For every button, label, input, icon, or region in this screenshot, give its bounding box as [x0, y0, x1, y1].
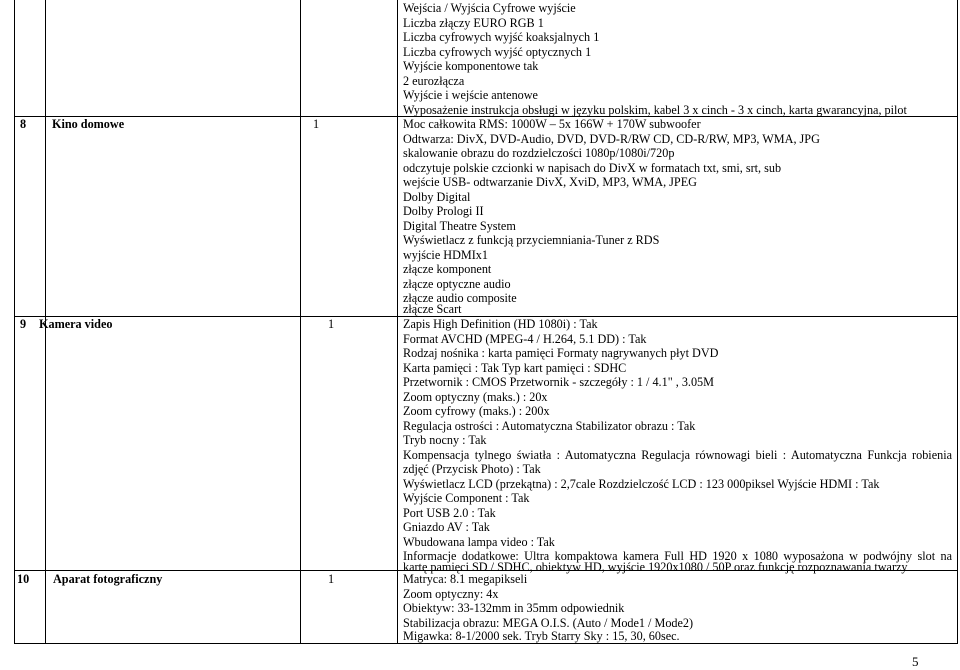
spec-line: Gniazdo AV : Tak	[403, 520, 490, 534]
spec-line: Migawka: 8-1/2000 sek. Tryb Starry Sky : 15, 30, 60sec.	[403, 629, 680, 643]
item-name: Aparat fotograficzny	[53, 572, 163, 586]
spec-line: wejście USB- odtwarzanie DivX, XviD, MP3, WMA, JPEG	[403, 175, 697, 189]
item-quantity: 1	[313, 117, 320, 131]
spec-line: Zoom cyfrowy (maks.) : 200x	[403, 404, 550, 418]
row-number: 8	[20, 117, 27, 131]
spec-line: Matryca: 8.1 megapikseli	[403, 572, 528, 586]
spec-line: Digital Theatre System	[403, 218, 516, 233]
spec-line: skalowanie obrazu do rozdzielczości 1080p/1080i/720p	[403, 146, 675, 160]
spec-line: Odtwarza: DivX, DVD-Audio, DVD, DVD-R/RW CD, CD-R/RW, MP3, WMA, JPG	[403, 131, 820, 146]
spec-line: Karta pamięci : Tak Typ kart pamięci : SDHC	[403, 360, 627, 375]
item-name: Kino domowe	[52, 117, 125, 131]
spec-line: Obiektyw: 33-132mm in 35mm odpowiednik	[403, 601, 625, 615]
item-quantity: 1	[328, 317, 335, 331]
spec-line: Zoom optyczny (maks.) : 20x	[403, 389, 548, 404]
spec-line: złącze komponent	[403, 262, 492, 276]
spec-line: Informacje dodatkowe: Ultra kompaktowa kamera Full HD 1920 x 1080 wyposażona w podwójny slot na	[403, 549, 952, 563]
spec-line: Liczba cyfrowych wyjść optycznych 1	[403, 44, 592, 59]
spec-line: Rodzaj nośnika : karta pamięci Formaty nagrywanych płyt DVD	[403, 346, 719, 360]
item-name: Kamera video	[39, 317, 113, 331]
spec-line: Liczba złączy EURO RGB 1	[403, 15, 544, 30]
spec-line: Zoom optyczny: 4x	[403, 586, 499, 601]
spec-line: Wyświetlacz z funkcją przyciemniania-Tuner z RDS	[403, 233, 660, 247]
spec-line: kartę pamięci SD / SDHC, obiektyw HD, wyjście 1920x1080 / 50P oraz funkcję rozpoznawania twarzy	[403, 560, 908, 574]
spec-line: wyjście HDMIx1	[403, 247, 488, 262]
spec-line: 2 eurozłącza	[403, 73, 465, 88]
spec-line: Liczba cyfrowych wyjść koaksjalnych 1	[403, 30, 600, 44]
spec-line: Port USB 2.0 : Tak	[403, 505, 496, 520]
spec-line: Wejścia / Wyjścia Cyfrowe wyjście	[403, 1, 576, 15]
spec-line: Wyposażenie instrukcja obsługi w języku polskim, kabel 3 x cinch - 3 x cinch, karta gwarancyjna, pilot	[403, 102, 907, 117]
table-border-left	[14, 0, 15, 644]
spec-line: Format AVCHD (MPEG-4 / H.264, 5.1 DD) : Tak	[403, 331, 647, 346]
spec-line: złącze audio composite	[403, 291, 517, 305]
spec-line: złącze optyczne audio	[403, 276, 511, 291]
spec-line: Kompensacja tylnego światła : Automatyczna Regulacja równowagi bieli : Automatyczna Funkcja robienia	[403, 447, 952, 462]
spec-line: Wyjście Component : Tak	[403, 491, 530, 505]
spec-line: Wyjście komponentowe tak	[403, 59, 539, 73]
item-quantity: 1	[328, 572, 335, 586]
spec-line: Zapis High Definition (HD 1080i) : Tak	[403, 317, 598, 331]
spec-line: złącze Scart	[403, 302, 462, 316]
spec-line: Dolby Digital	[403, 189, 471, 204]
spec-line: Stabilizacja obrazu: MEGA O.I.S. (Auto / Mode1 / Mode2)	[403, 615, 694, 630]
page-number: 5	[912, 654, 919, 669]
spec-line: Wbudowana lampa video : Tak	[403, 534, 555, 549]
row-number: 9	[20, 317, 27, 331]
spec-line: Wyjście i wejście antenowe	[403, 88, 538, 102]
table-border-right	[957, 0, 958, 644]
column-divider-name	[300, 0, 301, 644]
row-number: 10	[17, 572, 30, 586]
spec-line: odczytuje polskie czcionki w napisach do DivX w formatach txt, smi, srt, sub	[403, 160, 782, 175]
spec-line: zdjęć (Przycisk Photo) : Tak	[403, 462, 541, 476]
spec-line: Wyświetlacz LCD (przekątna) : 2,7cale Rozdzielczość LCD : 123 000piksel Wyjście HDMI : Tak	[403, 476, 880, 491]
spec-line: Tryb nocny : Tak	[403, 433, 487, 447]
column-divider-qty	[397, 0, 398, 644]
spec-line: Dolby Prologi II	[403, 204, 484, 218]
spec-line: Regulacja ostrości : Automatyczna Stabilizator obrazu : Tak	[403, 418, 696, 433]
spec-line: Moc całkowita RMS: 1000W – 5x 166W + 170W subwoofer	[403, 117, 701, 131]
spec-line: Przetwornik : CMOS Przetwornik - szczegóły : 1 / 4.1" , 3.05M	[403, 375, 714, 389]
